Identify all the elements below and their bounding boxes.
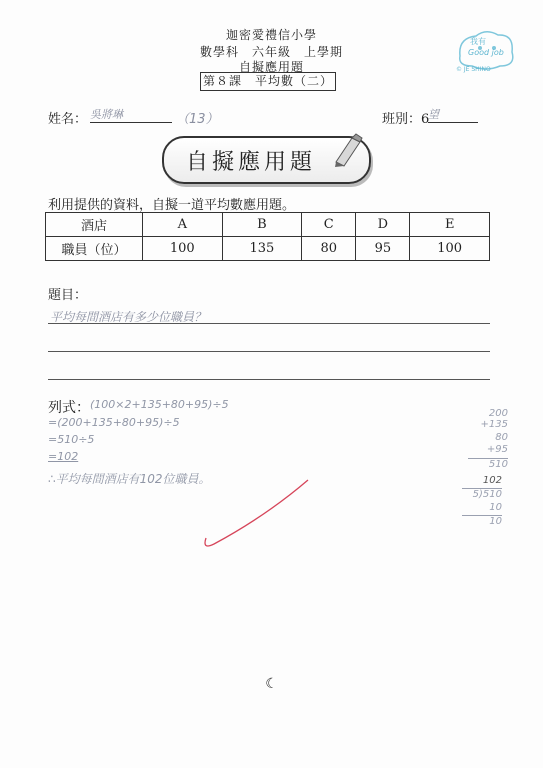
- side-calc-line: 5)510: [462, 488, 502, 500]
- table-cell: 95: [356, 237, 410, 261]
- working-line: =102: [48, 450, 79, 463]
- side-calc-line: 510: [468, 458, 508, 470]
- lesson-title: 第８課 平均數（二）: [200, 72, 336, 91]
- table-cell: 100: [410, 237, 490, 261]
- class-label: 班別：6: [382, 112, 430, 127]
- answer-line-3: [48, 379, 490, 380]
- table-cell: 100: [143, 237, 223, 261]
- instruction-text: 利用提供的資料，自擬一道平均數應用題。: [48, 198, 296, 213]
- table-column-header: A: [143, 213, 223, 237]
- table-column-header: B: [222, 213, 302, 237]
- working-label: 列式：: [48, 400, 90, 416]
- name-label: 姓名：: [48, 112, 88, 127]
- class-field: 望: [428, 106, 478, 123]
- table-cell: 80: [302, 237, 356, 261]
- stamp-logo: © JE SHINO: [456, 66, 491, 73]
- side-calc-quotient: 102: [482, 475, 502, 486]
- side-calc-line: 80: [495, 432, 508, 443]
- data-table: [45, 212, 490, 261]
- stamp-text-2: Good job: [468, 48, 504, 57]
- answer-line-2: [48, 351, 490, 352]
- table-column-header: C: [302, 213, 356, 237]
- side-calc-line: 10: [489, 502, 502, 513]
- worksheet-title: 自擬應用題: [238, 60, 304, 74]
- table-row: [46, 237, 490, 261]
- subject-line: 數學科 六年級 上學期: [199, 45, 343, 59]
- question-answer: 平均每間酒店有多少位職員？: [50, 310, 207, 324]
- teacher-stamp: [450, 26, 522, 76]
- student-number: （13）: [176, 112, 219, 127]
- name-field: 吳將琳: [90, 106, 172, 123]
- teacher-check-mark: [196, 476, 312, 554]
- working-line: =(200+135+80+95)÷5: [48, 416, 180, 429]
- table-column-header: E: [410, 213, 490, 237]
- table-header-row: [46, 213, 490, 237]
- working-line: (100×2+135+80+95)÷5: [90, 398, 229, 411]
- page-number: ☾: [265, 676, 278, 692]
- table-column-header: D: [356, 213, 410, 237]
- question-label: 題目：: [48, 288, 88, 303]
- pencil-icon: [330, 132, 366, 172]
- table-row-label: 職員（位）: [46, 237, 143, 261]
- answer-line-1: [48, 323, 490, 324]
- table-row-header: 酒店: [46, 213, 143, 237]
- conclusion-text: ∴平均每間酒店有102位職員。: [48, 472, 211, 486]
- stamp-text-1: 我有: [470, 37, 486, 46]
- side-calc-line: 200: [488, 408, 508, 419]
- side-calc-line: +135: [480, 419, 508, 430]
- banner-text: 自擬應用題: [185, 150, 316, 175]
- side-calc-line: 10: [462, 515, 502, 527]
- side-calc-line: +95: [486, 444, 508, 455]
- school-name: 迦密愛禮信小學: [225, 28, 317, 42]
- working-line: =510÷5: [48, 433, 95, 446]
- table-cell: 135: [222, 237, 302, 261]
